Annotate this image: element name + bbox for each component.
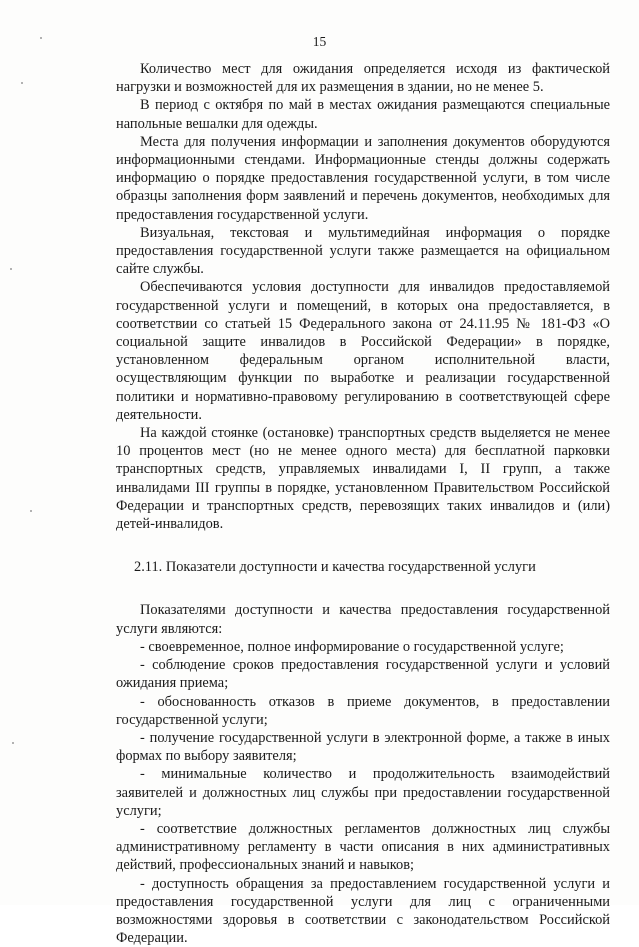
scan-speck bbox=[21, 82, 23, 84]
document-body bbox=[116, 60, 610, 947]
page-number: 15 bbox=[312, 34, 327, 49]
scan-speck bbox=[12, 742, 14, 744]
paragraph-waiting-places: Количество мест для ожидания определяется исходя из фактической нагрузки и возможностей для их размещения в здании, но не менее 5. bbox=[116, 61, 610, 96]
list-item: - соблюдение сроков предоставления государственной услуги и условий ожидания приема; bbox=[116, 657, 610, 692]
paragraph-info-stands: Места для получения информации и заполнения документов оборудуются информационными стендами. Информационные стенды должны содержать информацию о порядке предоставления государственной услуги, в том числе образцы заполнения форм заявлений и перечень документов, необходимых для предоставления государственной услуги. bbox=[116, 133, 610, 223]
paragraph-parking: На каждой стоянке (остановке) транспортных средств выделяется не менее 10 процентов мест (но не менее одного места) для бесплатной парковки транспортных средств, управляемых инвалидами I, II групп, а также инвалидами III группы в порядке, установленном Правительством Российской Федерации и транспортных средств, перевозящих таких инвалидов и (или) детей-инвалидов. bbox=[116, 425, 610, 533]
indicator-list bbox=[116, 638, 610, 947]
paragraph-coat-racks: В период с октября по май в местах ожидания размещаются специальные напольные вешалки для одежды. bbox=[116, 97, 610, 132]
scan-speck bbox=[10, 268, 12, 270]
list-item: - получение государственной услуги в электронной форме, а также в иных формах по выбору заявителя; bbox=[116, 729, 610, 765]
scan-speck bbox=[30, 510, 32, 512]
paragraph-accessibility: Обеспечиваются условия доступности для инвалидов предоставляемой государственной услуги и помещений, в которых она предоставляется, в соответствии со статьей 15 Федерального закона от 24.11.95 № 181-ФЗ «О социальной защите инвалидов в Российской Федерации» в порядке, установленном федеральным органом исполнительной власти, осуществляющим функции по выработке и реализации государственной политики и нормативно-правовому регулированию в соответствующей сфере деятельности. bbox=[116, 279, 610, 423]
section-heading: 2.11. Показатели доступности и качества государственной услуги bbox=[134, 559, 536, 576]
list-item: - обоснованность отказов в приеме документов, в предоставлении государственной услуги; bbox=[116, 693, 610, 728]
list-item: - доступность обращения за предоставлением государственной услуги и предоставления государственной услуги для лиц с ограниченными возможностями здоровья в соответствии с законодательством Российской Федерации. bbox=[116, 875, 610, 947]
list-item: - своевременное, полное информирование о государственной услуге; bbox=[140, 638, 564, 655]
list-item: - соответствие должностных регламентов должностных лиц службы административному регламенту в части описания в них административных действий, профессиональных знаний и навыков; bbox=[116, 820, 610, 874]
paragraph-website-info: Визуальная, текстовая и мультимедийная информация о порядке предоставления государственной услуги также размещается на официальном сайте службы. bbox=[116, 224, 610, 278]
list-item: - минимальные количество и продолжительность взаимодействий заявителей и должностных лиц службы при предоставлении государственной услуги; bbox=[116, 766, 610, 819]
section-intro: Показателями доступности и качества предоставления государственной услуги являются: bbox=[116, 602, 610, 637]
